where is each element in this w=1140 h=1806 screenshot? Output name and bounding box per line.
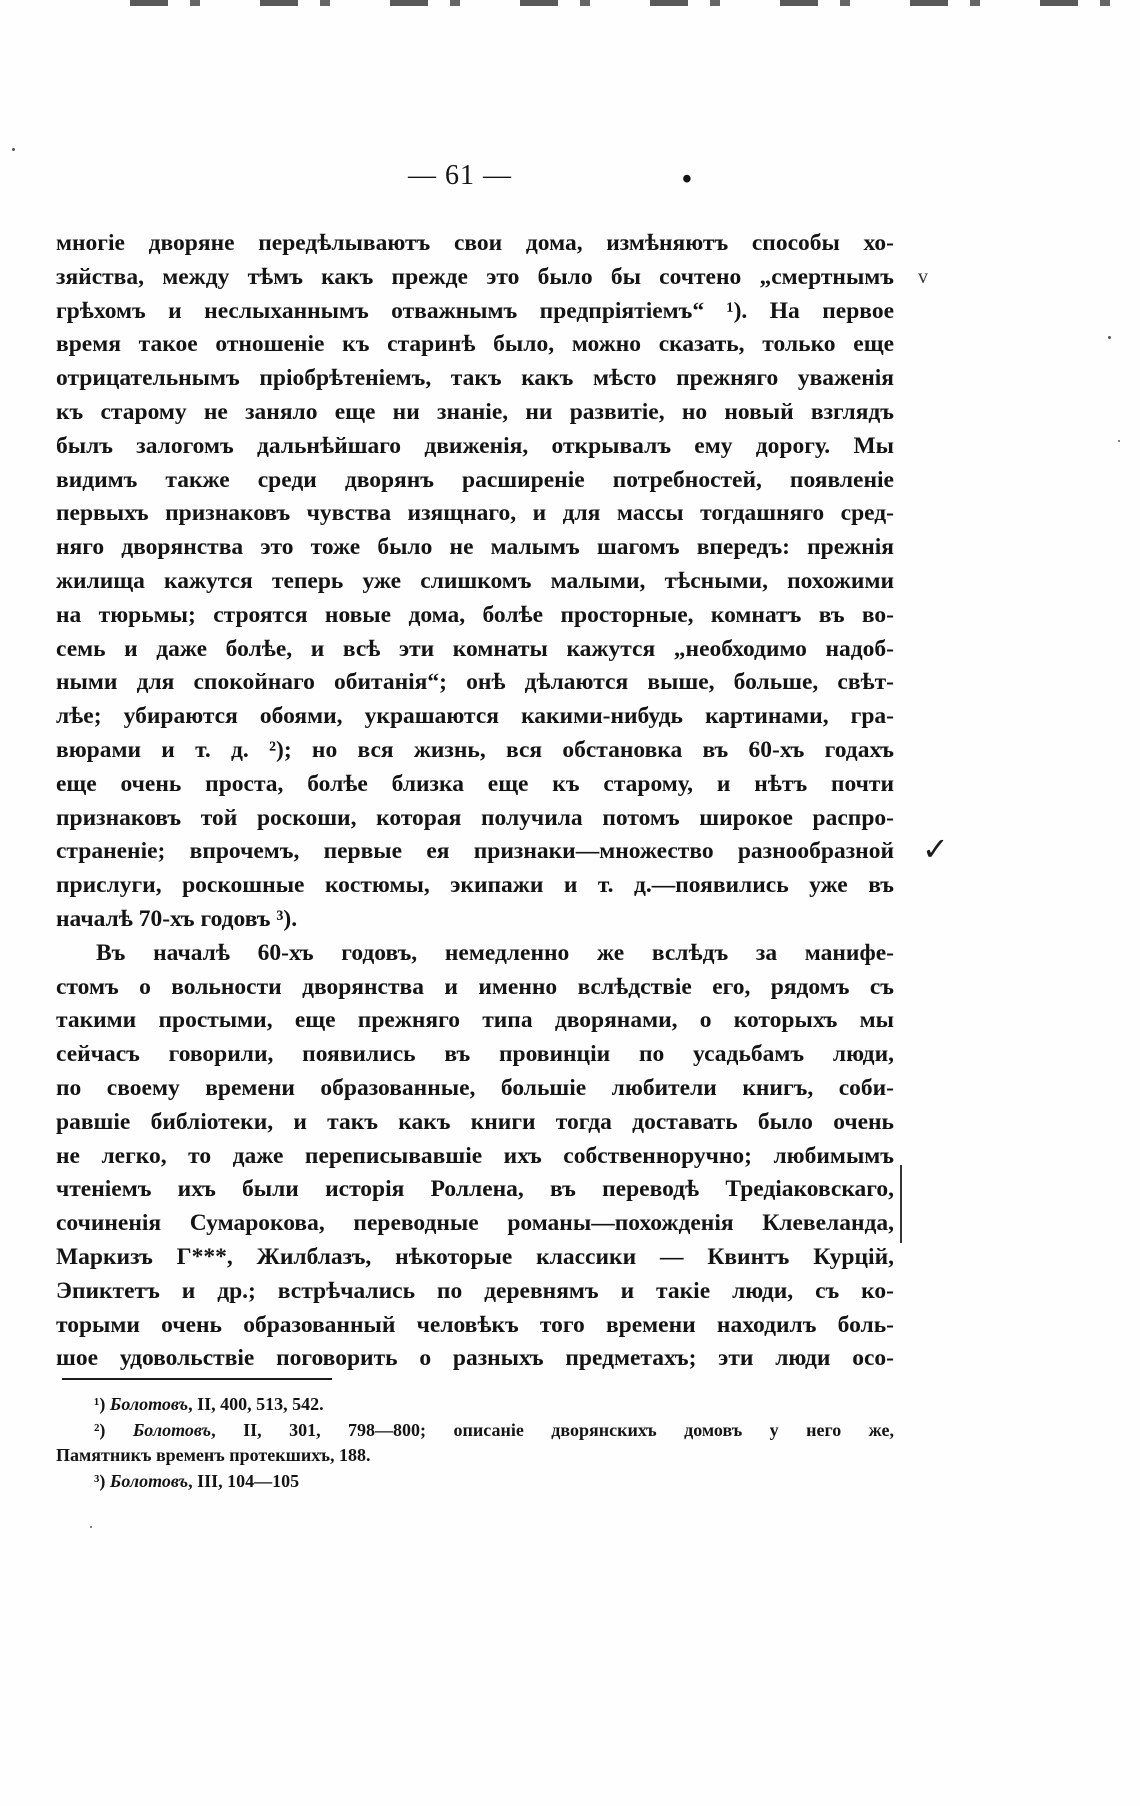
text-line: стомъ о вольности дворянства и именно вслѣдствіе его, рядомъ съ [56,973,894,1000]
margin-check-mark-icon: ✓ [922,831,949,867]
text-line: грѣхомъ и неслыханнымъ отважнымъ предпріятіемъ“ ¹). На первое [56,297,894,324]
footnote-text: , III, 104—105 [188,1470,300,1491]
footnote-marker: ²) [94,1419,106,1440]
footnote-text: , II, 301, 798—800; описаніе дворянскихъ домовъ у него же, [211,1419,894,1440]
text-line: жилища кажутся теперь уже слишкомъ малыми, тѣсными, похожими [56,567,894,594]
margin-tick-mark: v [918,266,928,288]
text-line: первыхъ признаковъ чувства изящнаго, и для массы тогдашняго сред- [56,500,894,527]
text-line: по своему времени образованные, большіе любители книгъ, соби- [56,1074,894,1101]
footnote-author: Болотовъ [109,1470,189,1491]
footnote-author: Болотовъ [109,1394,189,1414]
scan-speck [90,1526,92,1528]
paragraph-start-line: Въ началѣ 60-хъ годовъ, немедленно же вслѣдъ за манифе- [96,939,894,966]
text-line: къ старому не заняло еще ни знаніе, ни развитіе, но новый взглядъ [56,398,894,425]
text-line: такими простыми, еще прежняго типа дворянами, о которыхъ мы [56,1007,894,1034]
footnote-text: , II, 400, 513, 542. [188,1394,324,1414]
text-line: страненіе; впрочемъ, первые ея признаки—множество разнообразной [56,838,894,865]
paragraph-end-line: началѣ 70-хъ годовъ ³). [56,905,298,932]
text-line: на тюрьмы; строятся новые дома, болѣе просторные, комнатъ въ во- [56,601,894,628]
text-line: прислуги, роскошные костюмы, экипажи и т. д.—появились уже въ [56,872,894,899]
text-line: еще очень проста, болѣе близка еще къ старому, и нѣтъ почти [56,770,894,797]
text-line: время такое отношеніе къ старинѣ было, можно сказать, только еще [56,331,894,358]
margin-bracket-mark [900,1165,902,1243]
text-line: чтеніемъ ихъ были исторія Роллена, въ переводѣ Тредіаковскаго, [56,1176,894,1203]
text-line: отрицательнымъ пріобрѣтеніемъ, такъ какъ мѣсто прежняго уваженія [56,365,894,392]
text-line: равшіе библіотеки, и такъ какъ книги тогда доставать было очень [56,1108,894,1135]
text-line: зяйства, между тѣмъ какъ прежде это было бы сочтено „смертнымъ [56,263,894,290]
text-line: не легко, то даже переписывавшіе ихъ собственноручно; любимымъ [56,1142,894,1169]
footnote-author: Болотовъ [132,1419,212,1440]
scan-speck [12,148,15,151]
scan-speck [1118,440,1120,442]
text-line: Маркизъ Г***, Жилблазъ, нѣкоторые классики — Квинтъ Курцій, [56,1243,894,1270]
body-text [56,227,894,1376]
text-line: Эпиктетъ и др.; встрѣчались по деревнямъ и такіе люди, съ ко- [56,1277,894,1304]
footnote-1 [56,1392,894,1418]
footnote-marker: ³) [94,1470,106,1491]
text-line: вюрами и т. д. ²); но вся жизнь, вся обстановка въ 60-хъ годахъ [56,736,894,763]
dot-mark: • [682,164,692,195]
footnote-2-continuation: Памятникъ временъ протекшихъ, 188. [56,1445,371,1465]
top-scan-artifact [130,0,1140,6]
text-line: няго дворянства это тоже было не малымъ шагомъ впередъ: прежнія [56,534,894,561]
footnote-2 [56,1418,894,1444]
footnote-divider [62,1378,332,1380]
footnote-marker: ¹) [94,1394,106,1414]
text-line: торыми очень образованный человѣкъ того времени находилъ боль- [56,1311,894,1338]
text-line: былъ залогомъ дальнѣйшаго движенія, открывалъ ему дорогу. Мы [56,432,894,459]
text-line: сейчасъ говорили, появились въ провинціи по усадьбамъ люди, [56,1041,894,1068]
text-line: видимъ также среди дворянъ расширеніе потребностей, появленіе [56,466,894,493]
text-line: многіе дворяне передѣлываютъ свои дома, измѣняютъ способы хо- [56,230,894,256]
scan-speck [1108,336,1111,339]
text-line: сочиненія Сумарокова, переводные романы—похожденія Клевеланда, [56,1210,894,1237]
footnotes [56,1392,894,1494]
text-line: лѣе; убираются обоями, украшаются какими-нибудь картинами, гра- [56,703,894,730]
text-line: ными для спокойнаго обитанія“; онѣ дѣлаются выше, больше, свѣт- [56,669,894,696]
text-line: признаковъ той роскоши, которая получила потомъ широкое распро- [56,804,894,831]
page-number: — 61 — [408,160,512,191]
text-line: шое удовольствіе поговорить о разныхъ предметахъ; эти люди осо- [56,1345,894,1372]
footnote-3 [56,1469,894,1495]
text-line: семь и даже болѣе, и всѣ эти комнаты кажутся „необходимо надоб- [56,635,894,662]
